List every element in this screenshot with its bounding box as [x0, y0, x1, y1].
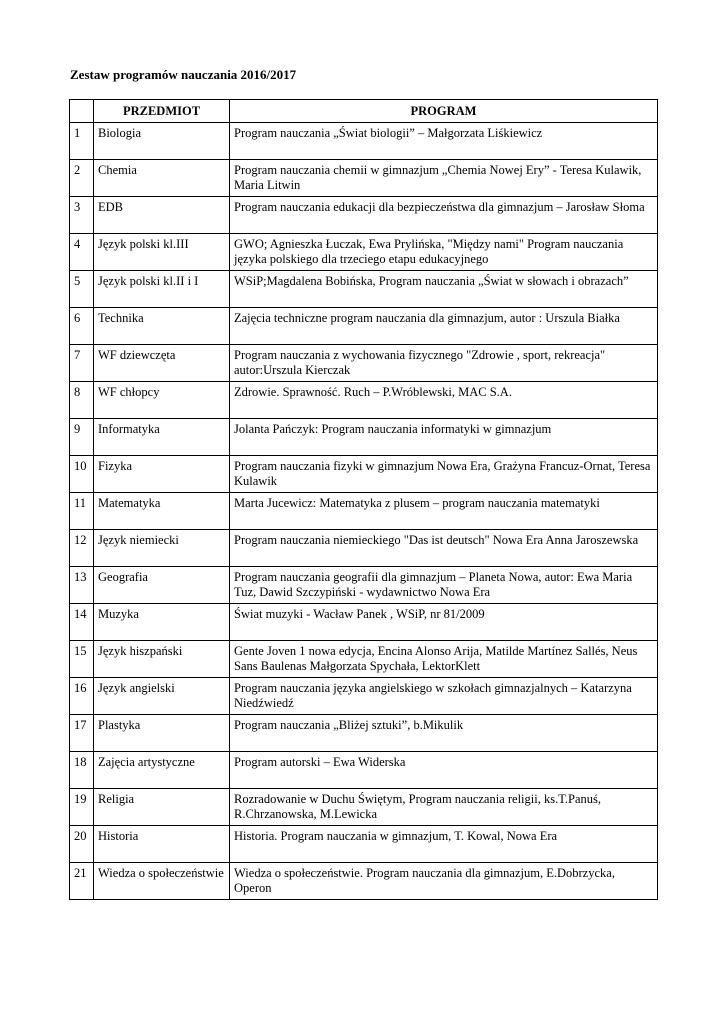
row-number: 2 — [70, 160, 94, 197]
table-row — [70, 826, 658, 863]
table-row — [70, 271, 658, 308]
row-number: 10 — [70, 456, 94, 493]
row-program: Wiedza o społeczeństwie. Program nauczania dla gimnazjum, E.Dobrzycka, Operon — [230, 863, 658, 900]
row-number: 18 — [70, 752, 94, 789]
table-row — [70, 493, 658, 530]
row-program: Zdrowie. Sprawność. Ruch – P.Wróblewski, MAC S.A. — [230, 382, 658, 419]
table-row — [70, 530, 658, 567]
row-subject: Historia — [94, 826, 230, 863]
row-program: Program nauczania niemieckiego "Das ist deutsch" Nowa Era Anna Jaroszewska — [230, 530, 658, 567]
row-subject: EDB — [94, 197, 230, 234]
row-program: Rozradowanie w Duchu Świętym, Program nauczania religii, ks.T.Panuś, R.Chrzanowska, M.Lewicka — [230, 789, 658, 826]
row-program: Program nauczania chemii w gimnazjum „Chemia Nowej Ery” - Teresa Kulawik, Maria Litwin — [230, 160, 658, 197]
row-number: 7 — [70, 345, 94, 382]
table-row — [70, 752, 658, 789]
row-number: 15 — [70, 641, 94, 678]
table-row — [70, 308, 658, 345]
table-row — [70, 678, 658, 715]
header-number — [70, 100, 94, 123]
row-subject: Biologia — [94, 123, 230, 160]
row-program: Program nauczania z wychowania fizycznego "Zdrowie , sport, rekreacja" autor:Urszula Kierczak — [230, 345, 658, 382]
row-number: 17 — [70, 715, 94, 752]
row-program: Program nauczania fizyki w gimnazjum Nowa Era, Grażyna Francuz-Ornat, Teresa Kulawik — [230, 456, 658, 493]
row-subject: WF chłopcy — [94, 382, 230, 419]
row-program: WSiP;Magdalena Bobińska, Program nauczania „Świat w słowach i obrazach” — [230, 271, 658, 308]
row-subject: Wiedza o społeczeństwie — [94, 863, 230, 900]
row-program: Program nauczania edukacji dla bezpieczeństwa dla gimnazjum – Jarosław Słoma — [230, 197, 658, 234]
row-subject: Język niemiecki — [94, 530, 230, 567]
row-subject: Muzyka — [94, 604, 230, 641]
table-row — [70, 789, 658, 826]
row-subject: Język polski kl.II i I — [94, 271, 230, 308]
header-subject: PRZEDMIOT — [94, 100, 230, 123]
row-number: 13 — [70, 567, 94, 604]
row-program: Marta Jucewicz: Matematyka z plusem – program nauczania matematyki — [230, 493, 658, 530]
row-number: 16 — [70, 678, 94, 715]
row-number: 12 — [70, 530, 94, 567]
row-number: 5 — [70, 271, 94, 308]
row-subject: Plastyka — [94, 715, 230, 752]
row-number: 3 — [70, 197, 94, 234]
row-subject: Geografia — [94, 567, 230, 604]
row-number: 20 — [70, 826, 94, 863]
row-number: 8 — [70, 382, 94, 419]
table-row — [70, 419, 658, 456]
row-program: Świat muzyki - Wacław Panek , WSiP, nr 81/2009 — [230, 604, 658, 641]
row-number: 11 — [70, 493, 94, 530]
row-number: 19 — [70, 789, 94, 826]
row-number: 21 — [70, 863, 94, 900]
row-subject: Język angielski — [94, 678, 230, 715]
header-program: PROGRAM — [230, 100, 658, 123]
row-number: 6 — [70, 308, 94, 345]
table-body — [70, 123, 658, 900]
table-row — [70, 197, 658, 234]
row-number: 4 — [70, 234, 94, 271]
row-subject: Informatyka — [94, 419, 230, 456]
row-number: 1 — [70, 123, 94, 160]
page-title: Zestaw programów nauczania 2016/2017 — [70, 67, 297, 82]
table-row — [70, 345, 658, 382]
row-program: Program nauczania „Bliżej sztuki”, b.Mikulik — [230, 715, 658, 752]
programs-table — [69, 99, 658, 900]
table-row — [70, 604, 658, 641]
row-program: Program nauczania geografii dla gimnazjum – Planeta Nowa, autor: Ewa Maria Tuz, Dawid Szczypiński - wydawnictwo Nowa Era — [230, 567, 658, 604]
table-row — [70, 863, 658, 900]
row-number: 9 — [70, 419, 94, 456]
table-row — [70, 567, 658, 604]
row-program: Jolanta Pańczyk: Program nauczania informatyki w gimnazjum — [230, 419, 658, 456]
table-row — [70, 715, 658, 752]
row-program: Gente Joven 1 nowa edycja, Encina Alonso Arija, Matilde Martínez Sallés, Neus Sans Baulenas Małgorzata Spychała, LektorKlett — [230, 641, 658, 678]
row-subject: Matematyka — [94, 493, 230, 530]
row-program: Historia. Program nauczania w gimnazjum, T. Kowal, Nowa Era — [230, 826, 658, 863]
row-program: GWO; Agnieszka Łuczak, Ewa Prylińska, "Między nami" Program nauczania języka polskiego dla trzeciego etapu edukacyjnego — [230, 234, 658, 271]
row-subject: Język polski kl.III — [94, 234, 230, 271]
row-subject: Religia — [94, 789, 230, 826]
table-row — [70, 641, 658, 678]
table-row — [70, 456, 658, 493]
row-subject: WF dziewczęta — [94, 345, 230, 382]
row-program: Program nauczania języka angielskiego w szkołach gimnazjalnych – Katarzyna Niedźwiedź — [230, 678, 658, 715]
row-program: Zajęcia techniczne program nauczania dla gimnazjum, autor : Urszula Białka — [230, 308, 658, 345]
row-program: Program nauczania „Świat biologii” – Małgorzata Liśkiewicz — [230, 123, 658, 160]
row-subject: Chemia — [94, 160, 230, 197]
row-program: Program autorski – Ewa Widerska — [230, 752, 658, 789]
table-row — [70, 234, 658, 271]
row-subject: Zajęcia artystyczne — [94, 752, 230, 789]
table-row — [70, 382, 658, 419]
row-subject: Język hiszpański — [94, 641, 230, 678]
table-header-row — [70, 100, 658, 123]
row-number: 14 — [70, 604, 94, 641]
table-row — [70, 160, 658, 197]
table-row — [70, 123, 658, 160]
row-subject: Technika — [94, 308, 230, 345]
row-subject: Fizyka — [94, 456, 230, 493]
